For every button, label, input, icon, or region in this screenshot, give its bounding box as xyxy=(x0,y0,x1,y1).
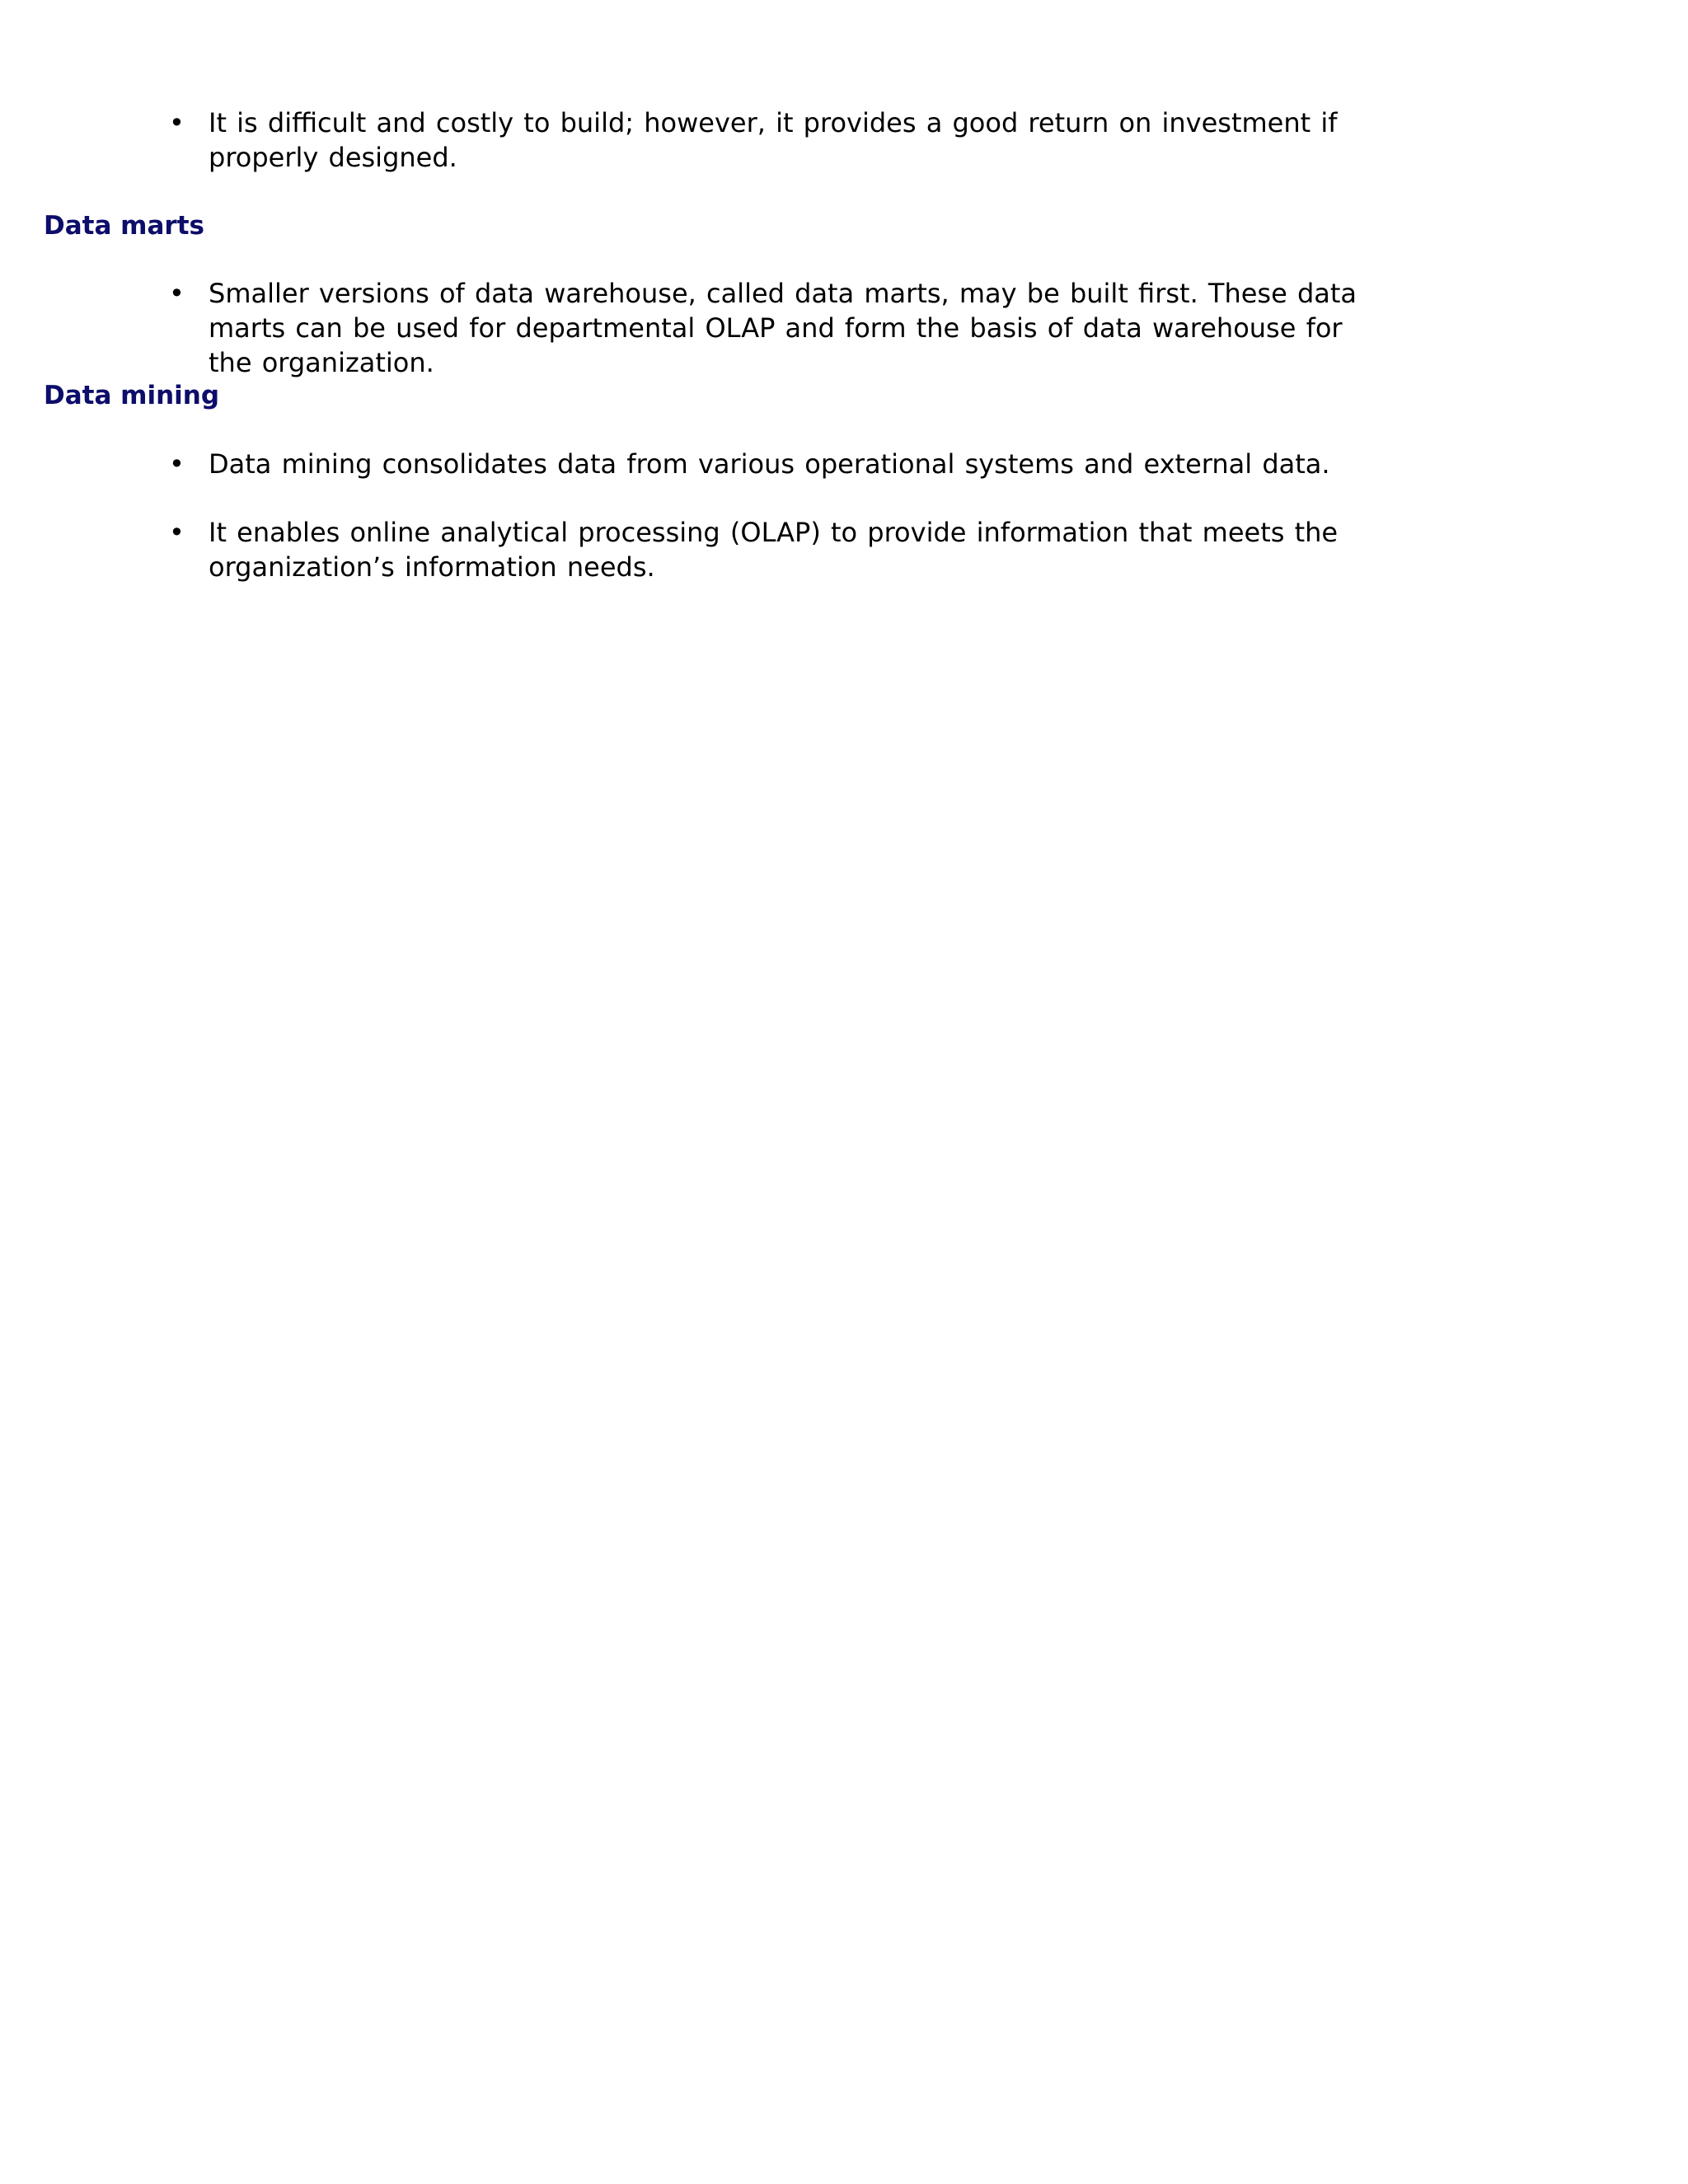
bullet-icon: • xyxy=(169,517,185,548)
bullet-icon: • xyxy=(169,278,185,309)
section-heading-data-mining: Data mining xyxy=(44,381,220,410)
list-item xyxy=(169,515,1389,584)
list-item-text: Smaller versions of data warehouse, called data marts, may be built first. These data marts can be used for departmental OLAP and form the basis of data warehouse for the organization. xyxy=(209,278,1357,378)
list-item-text: It is difficult and costly to build; however, it provides a good return on investment if properly designed. xyxy=(209,107,1338,173)
list-item xyxy=(169,447,1389,481)
bullet-icon: • xyxy=(169,448,185,480)
list-item xyxy=(169,105,1389,175)
bullet-icon: • xyxy=(169,107,185,138)
list-item-text: Data mining consolidates data from various operational systems and external data. xyxy=(209,448,1330,480)
section-heading-data-marts: Data marts xyxy=(44,211,204,241)
list-item xyxy=(169,276,1389,380)
list-item-text: It enables online analytical processing (OLAP) to provide information that meets the organization’s information needs. xyxy=(209,517,1339,583)
